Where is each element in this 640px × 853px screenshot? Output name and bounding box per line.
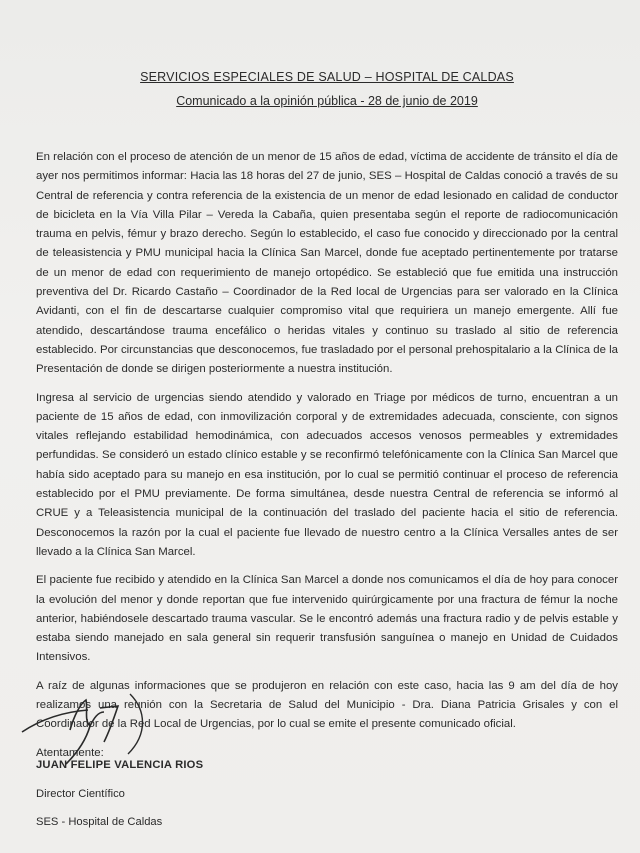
paragraph-3: El paciente fue recibido y atendido en la Clínica San Marcel a donde nos comunicamos el día de hoy para conocer la evolución del menor y donde reportan que fue intervenido quirúrgicamente por una fractura de fémur la noche anterior, habiéndosele descartado trauma vascular. Se le encontró además una fractura radio y de pelvis estable y estaba siendo manejado en sala general sin requerir transfusión sanguínea o manejo en Unidad de Cuidados Intensivos. xyxy=(36,574,618,664)
signatory-organization: SES - Hospital de Caldas xyxy=(36,816,163,828)
document-title: SERVICIOS ESPECIALES DE SALUD – HOSPITAL DE CALDAS xyxy=(140,70,514,84)
closing-salutation: Atentamente: xyxy=(36,746,104,759)
document-subtitle: Comunicado a la opinión pública - 28 de junio de 2019 xyxy=(176,94,478,108)
signatory-role: Director Científico xyxy=(36,788,125,800)
paragraph-1: En relación con el proceso de atención de un menor de 15 años de edad, víctima de accidente de tránsito el día de ayer nos permitimos informar: Hacia las 18 horas del 27 de junio, SES – Hospital de Caldas conoció a través de su Central de referencia y contra referencia de la existencia de un menor de edad lesionado en calidad de conductor de bicicleta en la Vía Villa Pilar – Vereda la Cabaña, quien presentaba según el reporte de radiocomunicación trauma en pelvis, fémur y brazo derecho. Según lo establecido, el caso fue conocido y direccionado por la central de teleasistencia y PMU municipal hacia la Clínica San Marcel, donde fue aceptado pertinentemente por tratarse de un menor de edad con requerimiento de manejo ortopédico. Se estableció que fue emitida una instrucción preventiva del Dr. Ricardo Castaño – Coordinador de la Red local de Urgencias para ser valorado en la Clínica Avidanti, con el fin de descartarse cualquier compromiso vital que requiriera un manejo emergente. Allí fue atendido, descartándose trauma encefálico o heridas vitales y continuo su traslado al sitio de referencia establecido. Por circunstancias que desconocemos, fue trasladado por el personal prehospitalario a la Clínica de la Presentación de donde se dirigen posteriormente a nuestra institución. xyxy=(36,151,618,376)
handwritten-signature xyxy=(0,690,170,770)
paragraph-2: Ingresa al servicio de urgencias siendo atendido y valorado en Triage por médicos de turno, encuentran a un paciente de 15 años de edad, con inmovilización corporal y de extremidades adecuada, consciente, con signos vitales reflejando estabilidad hemodinámica, con adecuados accesos venosos permeables y extremidades perfundidas. Se consideró un estado clínico estable y se reconfirmó telefónicamente con la Clínica San Marcel que había sido aceptado para su manejo en esa institución, por lo cual se permitió continuar el proceso de referencia establecido por el PMU previamente. De forma simultánea, desde nuestra Central de referencia se informó al CRUE y a Teleasistencia municipal de la continuación del traslado del paciente hacia el sitio de referencia. Desconocemos la razón por la cual el paciente fue llevado de nuestro centro a la Clínica Versalles antes de ser llevado a la Clínica San Marcel. xyxy=(36,391,618,558)
paragraph-4: A raíz de algunas informaciones que se produjeron en relación con este caso, hacia las 9 am del día de hoy realizamos una reunión con la Secretaria de Salud del Municipio - Dra. Diana Patricia Grisales y con el Coordinador de la Red Local de Urgencias, por lo cual se emite el presente comunicado oficial. xyxy=(36,679,618,731)
signatory-name: JUAN FELIPE VALENCIA RIOS xyxy=(36,759,204,771)
